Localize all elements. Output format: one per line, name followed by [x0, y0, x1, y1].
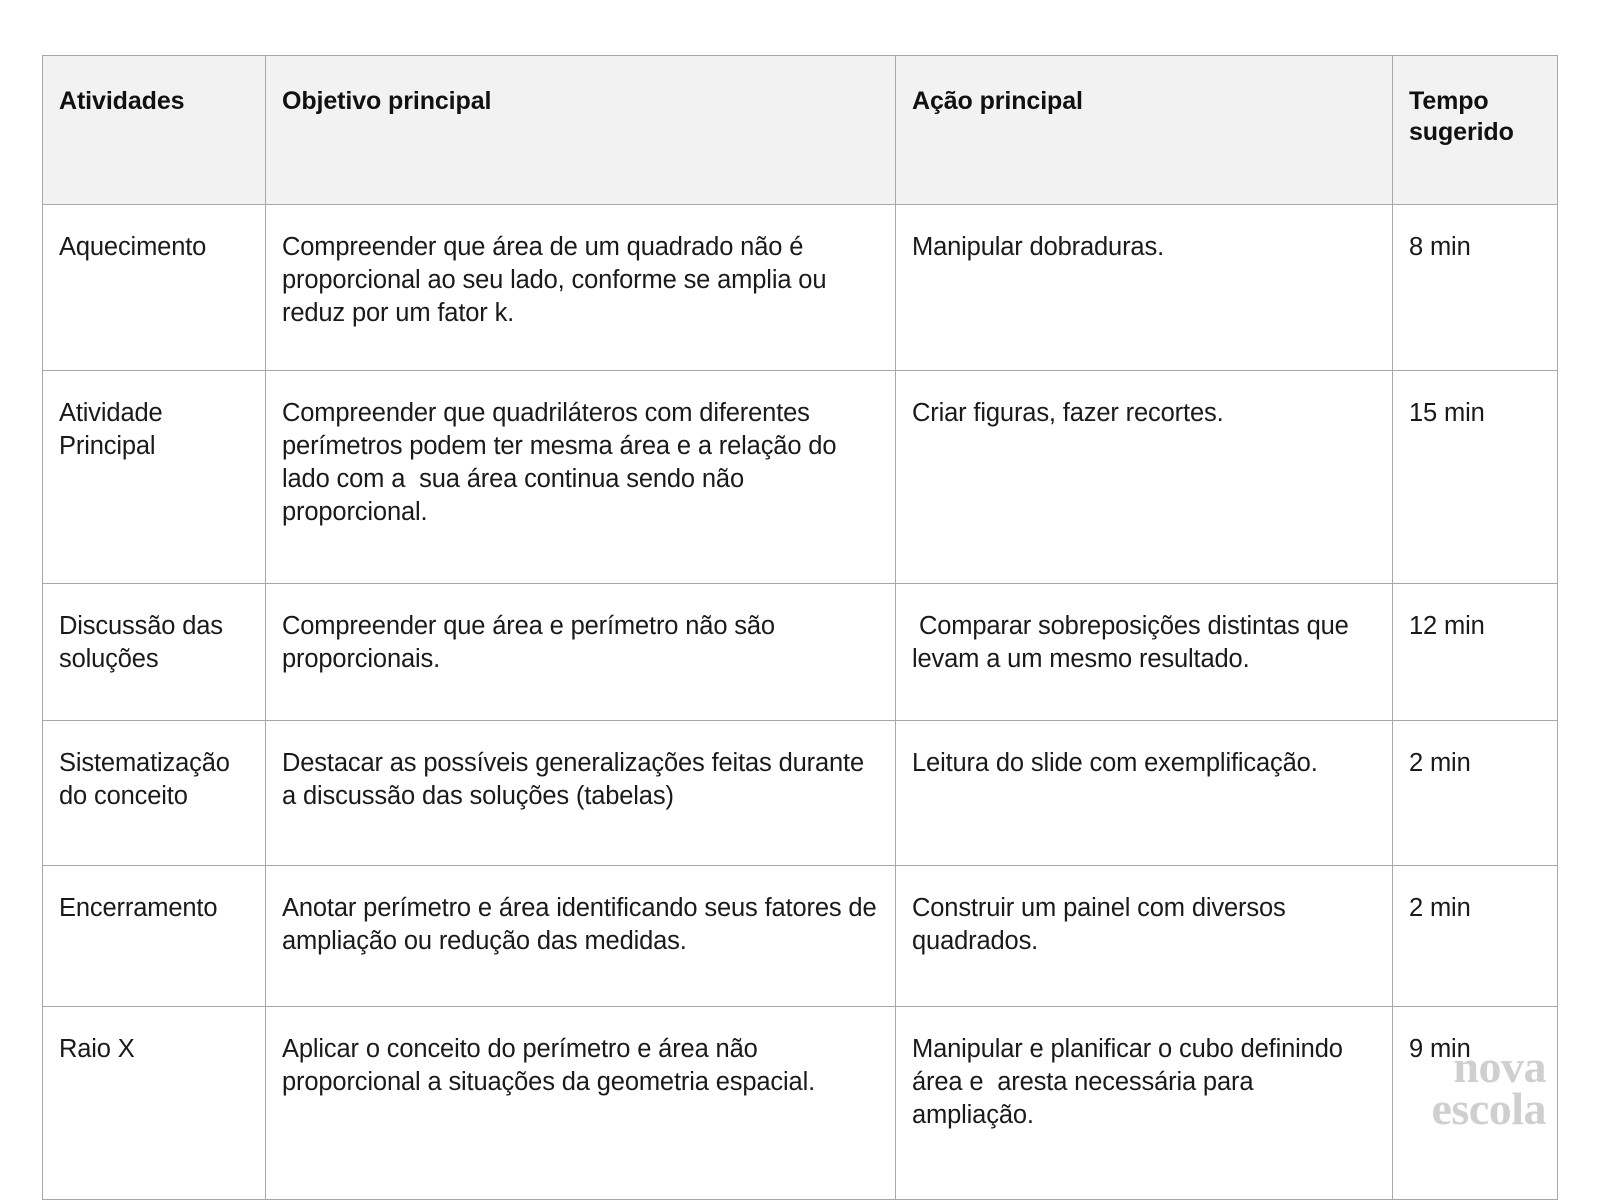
- cell-activity: Atividade Principal: [43, 371, 266, 584]
- cell-objective: Compreender que área e perímetro não são proporcionais.: [266, 584, 896, 721]
- cell-activity: Discussão das soluções: [43, 584, 266, 721]
- table-row: [43, 721, 1558, 866]
- cell-action: Manipular dobraduras.: [896, 205, 1393, 371]
- cell-time: 15 min: [1393, 371, 1558, 584]
- cell-action: Construir um painel com diversos quadrados.: [896, 866, 1393, 1007]
- column-header-tempo-sugerido: Tempo sugerido: [1393, 56, 1558, 205]
- cell-time: 9 min: [1393, 1007, 1558, 1200]
- cell-activity: Raio X: [43, 1007, 266, 1200]
- cell-activity: Encerramento: [43, 866, 266, 1007]
- lesson-plan-table: [42, 55, 1558, 1200]
- cell-time: 8 min: [1393, 205, 1558, 371]
- cell-objective: Compreender que quadriláteros com diferentes perímetros podem ter mesma área e a relação do lado com a sua área continua sendo não proporcional.: [266, 371, 896, 584]
- table-header: [43, 56, 1558, 205]
- cell-objective: Compreender que área de um quadrado não é proporcional ao seu lado, conforme se amplia ou reduz por um fator k.: [266, 205, 896, 371]
- cell-objective: Anotar perímetro e área identificando seus fatores de ampliação ou redução das medidas.: [266, 866, 896, 1007]
- cell-time: 2 min: [1393, 721, 1558, 866]
- table-row: [43, 584, 1558, 721]
- logo-line-escola: escola: [1431, 1083, 1546, 1135]
- cell-action: Leitura do slide com exemplificação.: [896, 721, 1393, 866]
- cell-time: 2 min: [1393, 866, 1558, 1007]
- table-row: [43, 205, 1558, 371]
- cell-time: 12 min: [1393, 584, 1558, 721]
- cell-objective: Destacar as possíveis generalizações feitas durante a discussão das soluções (tabelas): [266, 721, 896, 866]
- cell-objective: Aplicar o conceito do perímetro e área não proporcional a situações da geometria espacial.: [266, 1007, 896, 1200]
- column-header-objetivo-principal: Objetivo principal: [266, 56, 896, 205]
- cell-action: Comparar sobreposições distintas que levam a um mesmo resultado.: [896, 584, 1393, 721]
- column-header-acao-principal: Ação principal: [896, 56, 1393, 205]
- table-row: [43, 866, 1558, 1007]
- cell-action: Manipular e planificar o cubo definindo área e aresta necessária para ampliação.: [896, 1007, 1393, 1200]
- nova-escola-logo: [1376, 1041, 1546, 1135]
- table-row: [43, 1007, 1558, 1200]
- column-header-atividades: Atividades: [43, 56, 266, 205]
- table-body: [43, 205, 1558, 1200]
- cell-activity: Aquecimento: [43, 205, 266, 371]
- table-header-row: [43, 56, 1558, 205]
- cell-action: Criar figuras, fazer recortes.: [896, 371, 1393, 584]
- table-row: [43, 371, 1558, 584]
- logo-line-nova: nova: [1453, 1041, 1546, 1092]
- cell-activity: Sistematização do conceito: [43, 721, 266, 866]
